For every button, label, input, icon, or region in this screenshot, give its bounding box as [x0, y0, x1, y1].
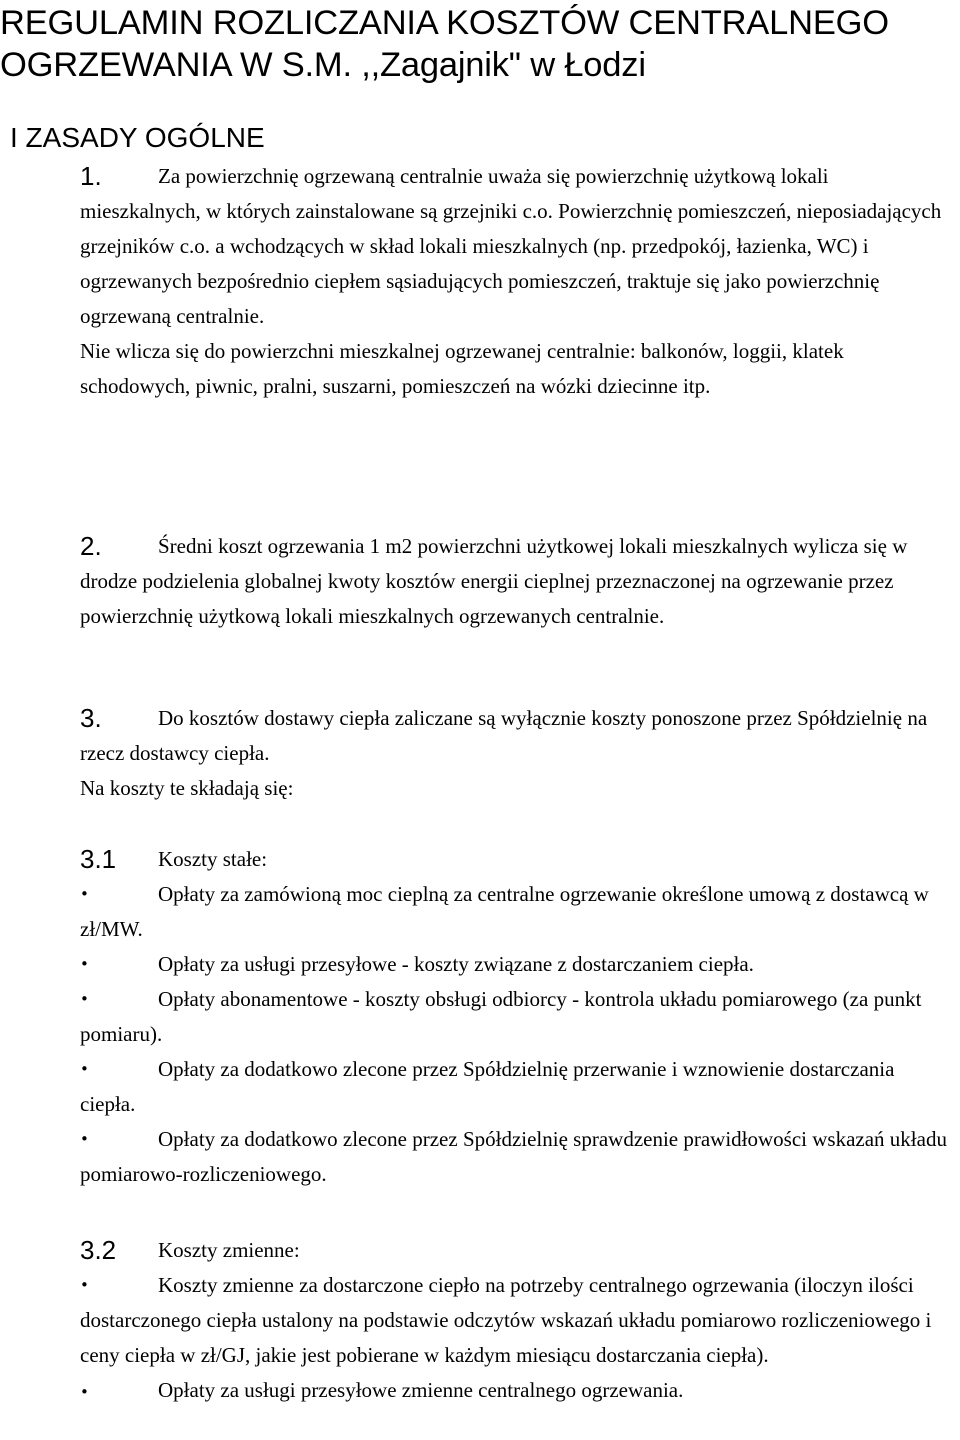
paragraph-2-text: Średni koszt ogrzewania 1 m2 powierzchni użytkowej lokali mieszkalnych wylicza się w drodze podzielenia globalnej kwoty kosztów energii cieplnej przeznaczonej na ogrzewanie przez powierzchnię użytkową lokali mieszkalnych ogrzewanych centralnie.	[80, 534, 908, 628]
section-3-2-number: 3.2	[80, 1235, 117, 1265]
paragraph-3-number: 3.	[80, 703, 102, 733]
bullet-icon: •	[80, 990, 89, 1008]
paragraph-3-text: Do kosztów dostawy ciepła zaliczane są wyłącznie koszty ponoszone przez Spółdzielnię na rzecz dostawcy ciepła.	[80, 706, 928, 765]
paragraph-1-text: Za powierzchnię ogrzewaną centralnie uważa się powierzchnię użytkową lokali mieszkalnych, w których zainstalowane są grzejniki c.o. Powierzchnię pomieszczeń, nieposiadających grzejników c.o. a wchodzących w skład lokali mieszkalnych (np. przedpokój, łazienka, WC) i ogrzewanych bezpośrednio ciepłem sąsiadujących pomieszczeń, traktuje się jako powierzchnię ogrzewaną centralnie.	[80, 164, 942, 328]
list-item: • Opłaty abonamentowe - koszty obsługi odbiorcy - kontrola układu pomiarowego (za punkt pomiaru).	[80, 982, 950, 1052]
paragraph-1	[80, 159, 950, 404]
section-heading: I ZASADY OGÓLNE	[10, 122, 265, 153]
bullet-icon: •	[80, 1383, 89, 1401]
list-item: • Koszty zmienne za dostarczone ciepło na potrzeby centralnego ogrzewania (iloczyn ilości dostarczonego ciepła ustalony na podstawie odczytów wskazań układu pomiarowo rozliczeniowego i ceny ciepła w zł/GJ, jakie jest pobierane w każdym miesiącu dostarczania ciepła).	[80, 1268, 950, 1373]
bullet-icon: •	[80, 955, 89, 973]
section-3-1	[80, 842, 950, 1192]
section-3-2-label: Koszty zmienne:	[158, 1238, 300, 1262]
list-item: • Opłaty za usługi przesyłowe zmienne centralnego ogrzewania.	[80, 1373, 950, 1410]
paragraph-3-text-2: Na koszty te składają się:	[80, 776, 294, 800]
bullet-icon: •	[80, 1060, 89, 1078]
section-3-1-number: 3.1	[80, 844, 117, 874]
paragraph-1-number: 1.	[80, 161, 102, 191]
list-item: • Opłaty za dodatkowo zlecone przez Spółdzielnię sprawdzenie prawidłowości wskazań układu pomiarowo-rozliczeniowego.	[80, 1122, 950, 1192]
list-item: • Opłaty za zamówioną moc cieplną za centralne ogrzewanie określone umową z dostawcą w zł/MW.	[80, 877, 950, 947]
section-3-1-label: Koszty stałe:	[158, 847, 268, 871]
paragraph-2	[80, 529, 950, 634]
paragraph-2-number: 2.	[80, 531, 102, 561]
paragraph-1-text-2: Nie wlicza się do powierzchni mieszkalnej ogrzewanej centralnie: balkonów, loggii, klatek schodowych, piwnic, pralni, suszarni, pomieszczeń na wózki dziecinne itp.	[80, 339, 844, 398]
bullet-icon: •	[80, 1130, 89, 1148]
list-item: • Opłaty za usługi przesyłowe - koszty związane z dostarczaniem ciepła.	[80, 947, 950, 982]
document-title	[0, 2, 960, 86]
paragraph-3	[80, 701, 950, 806]
list-item: • Opłaty za dodatkowo zlecone przez Spółdzielnię przerwanie i wznowienie dostarczania ciepła.	[80, 1052, 950, 1122]
bullet-icon: •	[80, 885, 89, 903]
section-3-2	[80, 1233, 950, 1410]
title-line-2: OGRZEWANIA W S.M. ,,Zagajnik" w Łodzi	[0, 46, 646, 84]
title-line-1: REGULAMIN ROZLICZANIA KOSZTÓW CENTRALNEGO	[0, 4, 889, 42]
bullet-icon: •	[80, 1276, 89, 1294]
